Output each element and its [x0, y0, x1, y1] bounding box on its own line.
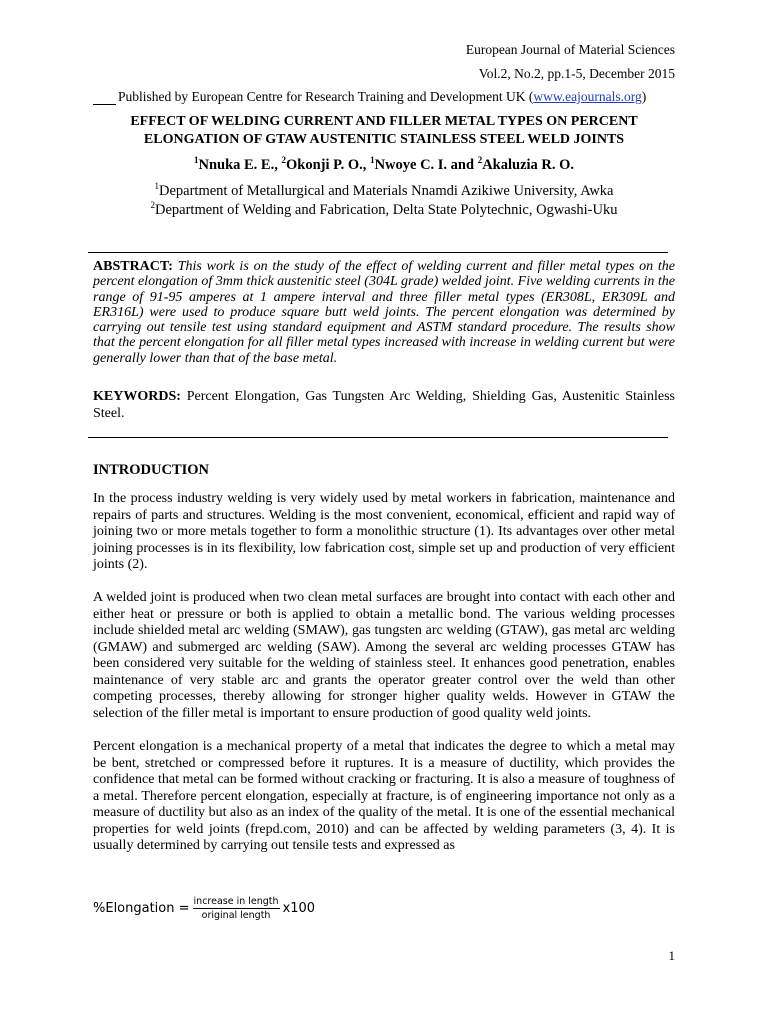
- affiliation-2-text: Department of Welding and Fabrication, Delta State Polytechnic, Ogwashi-Uku: [155, 202, 618, 218]
- author-4-affiliation: 2: [477, 155, 483, 166]
- publisher-underline: [93, 92, 116, 105]
- keywords-label: KEYWORDS:: [93, 389, 181, 404]
- journal-name: European Journal of Material Sciences: [465, 42, 675, 57]
- affiliation-1-text: Department of Metallurgical and Materials Nnamdi Azikiwe University, Awka: [159, 183, 614, 199]
- author-1: Nnuka E. E.,: [198, 157, 282, 173]
- journal-volume: Vol.2, No.2, pp.1-5, December 2015: [478, 66, 675, 81]
- author-3: Nwoye C. I. and: [374, 157, 478, 173]
- affiliation-1: [93, 183, 675, 200]
- author-list: [93, 157, 675, 174]
- introduction-heading: INTRODUCTION: [93, 462, 210, 478]
- intro-paragraph-2: A welded joint is produced when two clean metal surfaces are brought into contact with each other and either heat or pressure or both is applied to obtain a metallic bond. The various welding processes include shielded metal arc welding (SMAW), gas tungsten arc welding (GTAW), gas metal arc welding (GMAW) and submerged arc welding (SAW). Among the several arc welding processes GTAW has been considered very suitable for the welding of stainless steel. It enhances good penetration, enables maintenance of very stable arc and grants the operator greater control over the weld than other competing processes, thereby allowing for stronger higher quality welds. However in GTAW the selection of the filler metal is important to ensure production of good quality weld joints.: [93, 590, 675, 721]
- author-3-affiliation: 1: [370, 155, 375, 166]
- title-line-2: ELONGATION OF GTAW AUSTENITIC STAINLESS STEEL WELD JOINTS: [143, 132, 625, 147]
- page-number: 1: [668, 948, 675, 963]
- abstract-text: This work is on the study of the effect of welding current and filler metal types on the percent elongation of 3mm thick austenitic steel (304L grade) welded joint. Five welding currents in the range of 91-95 amperes at 1 ampere interval and three filler metal types (ER308L, ER309L and ER316L) were used to produce square butt weld joints. The percent elongation was determined by carrying out tensile test using standard equipment and ASTM standard procedure. The results show that the percent elongation for all filler metal types increased with increase in welding current but were generally lower than that of the base metal.: [93, 259, 675, 366]
- publisher-line: [93, 89, 675, 105]
- publisher-text: Published by European Centre for Research Training and Development UK (: [118, 89, 534, 104]
- intro-paragraph-3: Percent elongation is a mechanical property of a metal that indicates the degree to which a metal may be bent, stretched or compressed before it ruptures. It is a measure of ductility, which provides the confidence that metal can be formed without cracking or fracturing. It is also a measure of toughness of a metal. Therefore percent elongation, especially at fracture, is of engineering importance not only as a measure of ductility but also as an index of the quality of the metal. It is one of the essential mechanical properties for weld joints (frepd.com, 2010) and can be affected by welding parameters (3, 4). It is usually determined by carrying out tensile tests and expressed as: [93, 739, 675, 853]
- abstract-bottom-divider: [88, 437, 668, 438]
- author-2: Okonji P. O.,: [285, 157, 371, 173]
- elongation-formula: [93, 896, 315, 921]
- author-4: Akaluzia R. O.: [482, 157, 575, 173]
- abstract-top-divider: [88, 252, 668, 253]
- keywords: [93, 388, 675, 422]
- formula-rhs: x100: [282, 901, 316, 916]
- formula-lhs: %Elongation =: [93, 901, 190, 916]
- formula-numerator: increase in length: [193, 896, 279, 907]
- title-line-1: EFFECT OF WELDING CURRENT AND FILLER METAL TYPES ON PERCENT: [130, 114, 638, 129]
- affiliation-2: [93, 202, 675, 219]
- author-2-affiliation: 2: [281, 155, 286, 166]
- abstract: [93, 259, 675, 366]
- journal-website-link[interactable]: www.eajournals.org: [533, 89, 642, 104]
- keywords-text: Percent Elongation, Gas Tungsten Arc Welding, Shielding Gas, Austenitic Stainless Steel.: [93, 389, 676, 421]
- abstract-label: ABSTRACT:: [93, 259, 173, 274]
- affiliation-2-number: 2: [150, 200, 156, 211]
- paper-title: [93, 113, 675, 149]
- publisher-close: ): [641, 89, 647, 104]
- intro-paragraph-1: In the process industry welding is very widely used by metal workers in fabrication, maintenance and repairs of parts and structures. Welding is the most convenient, economical, efficient and rapid way of joining two or more metals together to form a monolithic structure (1). Its advantages over other metal joining processes is in its flexibility, low fabrication cost, simple set up and production of very efficient joints (2).: [93, 491, 675, 572]
- author-1-affiliation: 1: [193, 155, 199, 166]
- formula-fraction: [193, 896, 280, 921]
- formula-denominator: original length: [201, 910, 271, 921]
- affiliation-1-number: 1: [154, 181, 159, 192]
